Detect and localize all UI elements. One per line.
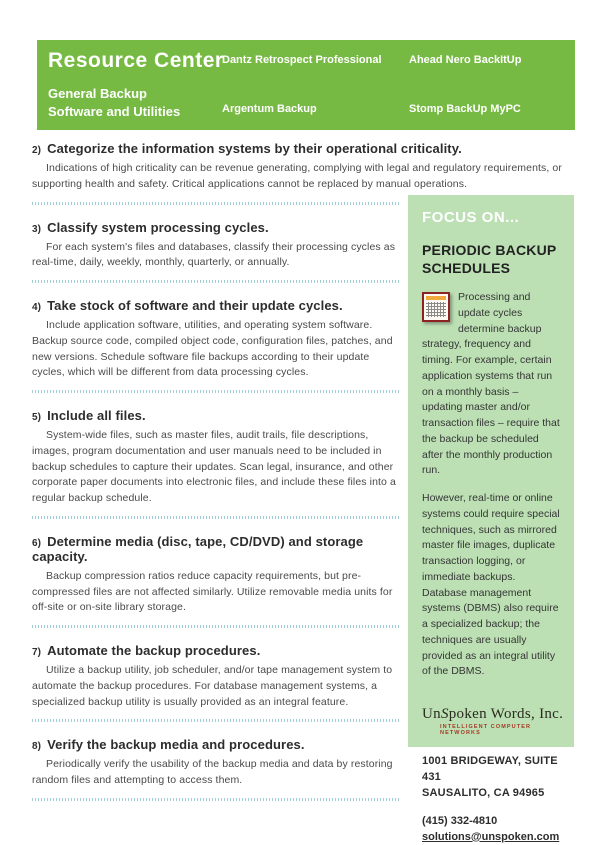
dotted-divider: [32, 625, 400, 628]
company-email-link[interactable]: solutions@unspoken.com: [422, 830, 560, 843]
section-number: 3): [32, 223, 42, 235]
calendar-icon: [422, 292, 450, 322]
section-5: [32, 408, 400, 519]
section-4: [32, 298, 400, 393]
section-heading: [32, 298, 400, 313]
section-number: 4): [32, 302, 42, 313]
section-7: [32, 643, 400, 722]
section-number: 5): [32, 412, 42, 423]
dotted-divider: [32, 202, 400, 205]
product-name: Argentum Backup: [222, 103, 317, 115]
section-body: Include application software, utilities, and operating system software. Backup source code, compiled object code, configuration files, patches, and new versions. Schedule software file backups according to their update cycles, which will be different from data processing cycles.: [32, 319, 393, 379]
product-name: Stomp BackUp MyPC: [409, 103, 521, 115]
sidebar-paragraph-text: Processing and update cycles determine backup strategy, frequency and timing. For example, certain application systems that run on a monthly basis – updating master and/or transaction files – require that the backup be scheduled after the monthly production run.: [422, 291, 560, 477]
company-phone: (415) 332-4810: [422, 814, 498, 827]
section-body: Backup compression ratios reduce capacity requirements, but pre-compressed files are not affected similarly. Utilize removable media units for off-site or on-site library storage.: [32, 569, 393, 614]
section-heading-text: Automate the backup procedures.: [47, 643, 261, 658]
section-heading: [32, 220, 400, 235]
section-body: Periodically verify the usability of the backup media and data by restoring random files and attempting to access them.: [32, 758, 393, 786]
dotted-divider: [32, 280, 400, 283]
section-heading: [32, 643, 400, 658]
address-line-2: SAUSALITO, CA 94965: [422, 786, 545, 799]
company-address: [422, 754, 560, 802]
section-heading: [32, 141, 572, 156]
section-heading-text: Categorize the information systems by their operational criticality.: [47, 141, 462, 156]
dotted-divider: [32, 516, 400, 519]
section-6: [32, 534, 400, 628]
section-heading: [32, 534, 400, 564]
section-8: [32, 737, 400, 801]
section-heading-text: Include all files.: [47, 408, 146, 423]
focus-label: FOCUS ON...: [422, 209, 520, 226]
page-title: Resource Center: [48, 49, 224, 72]
section-number: 6): [32, 537, 42, 549]
sidebar-paragraph-1: [422, 290, 560, 479]
dotted-divider: [32, 390, 400, 393]
sidebar-paragraph-2: However, real-time or online systems could require special techniques, such as mirrored master file images, duplicate transaction logging, or immediate backups. Database management systems (DBMS) also require a specialized backup; the techniques are usually provided as an integral utility of the DBMS.: [422, 492, 560, 678]
company-logo: [422, 706, 564, 723]
section-body: Indications of high criticality can be revenue generating, complying with legal and regulatory requirements, or supporting health and safety. Critical applications cannot be replaced by manual operations.: [32, 162, 562, 190]
section-heading: [32, 737, 400, 752]
section-body: Utilize a backup utility, job scheduler, and/or tape management system to automate the backup procedures. For database management systems, a specialized backup utility is usually provided as an integral feature.: [32, 664, 393, 708]
section-heading-text: Determine media (disc, tape, CD/DVD) and storage capacity.: [32, 533, 364, 564]
section-body: For each system's files and databases, classify their processing cycles as real-time, daily, weekly, monthly, quarterly, or annually.: [32, 240, 396, 269]
section-number: 8): [32, 741, 42, 753]
dotted-divider: [32, 719, 400, 722]
section-heading-text: Classify system processing cycles.: [47, 219, 269, 235]
page-subtitle: General Backup Software and Utilities: [48, 86, 181, 119]
section-heading-text: Take stock of software and their update cycles.: [47, 298, 343, 313]
company-block: [422, 706, 564, 845]
section-3: [32, 220, 400, 284]
section-number: 7): [32, 647, 42, 658]
dotted-divider: [32, 798, 400, 801]
section-body: System-wide files, such as master files, audit trails, file descriptions, images, program documentation and user manuals need to be included in backup schedules to capture their updates. Scan legal, insurance, and other corporate paper documents into electronic files, and include these files into a regular backup schedule.: [32, 429, 396, 504]
company-tagline: INTELLIGENT COMPUTER NETWORKS: [440, 724, 532, 736]
logo-part: poken Words, Inc.: [448, 706, 564, 722]
sidebar-title: PERIODIC BACKUP SCHEDULES: [422, 242, 557, 276]
section-number: 2): [32, 145, 42, 156]
focus-sidebar: [408, 195, 574, 843]
logo-part: S: [440, 706, 449, 722]
address-line-1: 1001 BRIDGEWAY, SUITE 431: [422, 755, 558, 783]
logo-part: Un: [422, 706, 441, 722]
product-name: Dantz Retrospect Professional: [222, 54, 382, 66]
header-banner: [37, 40, 575, 130]
product-name: Ahead Nero BackItUp: [409, 54, 522, 66]
section-heading: [32, 408, 400, 423]
section-heading-text: Verify the backup media and procedures.: [47, 737, 305, 753]
